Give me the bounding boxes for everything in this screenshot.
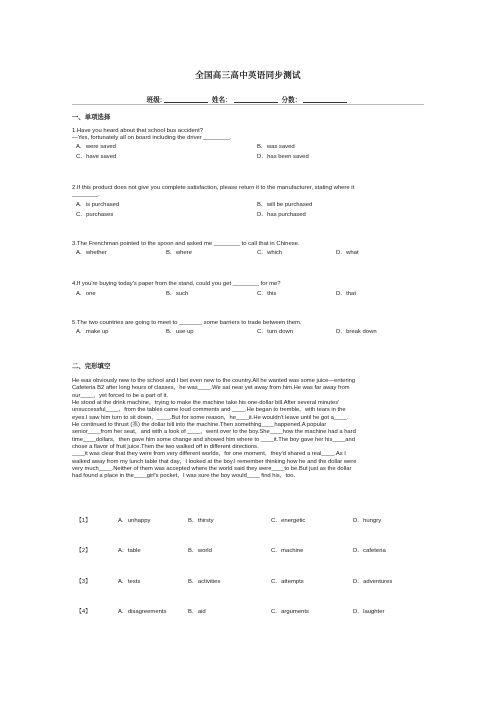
cloze-number: 【4】 — [76, 609, 92, 615]
option-a[interactable]: A．make up — [76, 329, 109, 335]
option-d[interactable]: D．laughter — [353, 609, 385, 615]
student-info-line — [0, 94, 496, 104]
question-line: 3.The Frenchman pointed to the spoon and asked me ________ to call that in Chinese. — [72, 241, 300, 247]
option-d[interactable]: D．adventures — [353, 579, 393, 585]
option-b[interactable]: B．thirsty — [188, 518, 214, 524]
score-blank[interactable] — [303, 96, 347, 103]
option-b[interactable]: B．activities — [188, 579, 221, 585]
option-c[interactable]: C．purchases — [76, 212, 114, 218]
passage-line: unsuccessful____，from the tables came loud comments and ____.He began to tremble，with tears in the — [72, 407, 346, 414]
option-a[interactable]: A．disagreements — [118, 609, 167, 615]
passage-line: very much____.Neither of them was accepted where the world said they were____to be.But just as the dollar — [72, 466, 352, 473]
option-c[interactable]: C．arguments — [271, 609, 309, 615]
cloze-row-4 — [72, 606, 432, 615]
question-stem-4 — [72, 281, 428, 288]
divider — [72, 104, 424, 105]
option-d[interactable]: D．what — [336, 250, 359, 256]
option-b[interactable]: B．aid — [188, 609, 206, 615]
option-a[interactable]: A．tests — [118, 579, 141, 585]
cloze-passage — [72, 378, 430, 481]
option-d[interactable]: D．break down — [336, 329, 377, 335]
option-d[interactable]: D．that — [336, 291, 356, 297]
option-c[interactable]: C．machine — [271, 548, 304, 554]
passage-line: senior____from her seat，and with a look of ____，went over to the boy.She____how the machine had a hard — [72, 429, 356, 436]
option-a[interactable]: A．were saved — [76, 144, 116, 150]
question-line: ________. — [72, 192, 100, 199]
passage-line: eyes.I saw him turn to sit down，____.But for some reason，he____it.He wouldn't leave until he got a____. — [72, 414, 349, 421]
page-title: 全国高三高中英语同步测试 — [195, 70, 301, 80]
option-b[interactable]: B．use up — [166, 329, 194, 335]
name-label: 姓名： — [211, 97, 232, 104]
option-a[interactable]: A．is purchased — [76, 202, 120, 208]
option-b[interactable]: B．will be purchased — [257, 202, 313, 208]
cloze-row-1 — [72, 515, 432, 524]
passage-line: ____it was clear that they were from very different worlds，for one moment，they'd shared a real____.As I — [72, 451, 346, 458]
question-line: 5.The two countries are going to meet to _______ some barriers to trade between them. — [72, 320, 302, 326]
option-d[interactable]: D．hungry — [353, 518, 382, 524]
passage-line: time____dollars，then gave him some change and showed him where to ____it.The boy gave her his____and — [72, 436, 355, 443]
class-blank[interactable] — [164, 96, 208, 103]
option-b[interactable]: B．such — [166, 291, 189, 297]
cloze-number: 【1】 — [76, 518, 92, 524]
passage-line: had found a place in the____girl's pocket，I was sure the boy would____ find his，too. — [72, 473, 296, 480]
passage-line: our____，yet forced to be a part of it. — [72, 392, 169, 399]
option-b[interactable]: B．was saved — [257, 144, 295, 150]
question-stem-5 — [72, 320, 428, 327]
option-a[interactable]: A．one — [76, 291, 96, 297]
cloze-row-2 — [72, 545, 432, 554]
option-b[interactable]: B．where — [166, 250, 192, 256]
question-stem-2 — [72, 185, 428, 200]
option-c[interactable]: C．turn down — [257, 329, 294, 335]
question-stem-3 — [72, 241, 428, 248]
option-b[interactable]: B．world — [188, 548, 212, 554]
section-heading-cloze: 二、完形填空 — [72, 363, 111, 370]
option-c[interactable]: C．this — [257, 291, 277, 297]
passage-line: chose a flavor of fruit juice.Then the two walked off in different directions. — [72, 444, 259, 451]
class-label: 班级: — [146, 97, 163, 104]
option-a[interactable]: A．whether — [76, 250, 107, 256]
option-c[interactable]: C．have saved — [76, 154, 117, 160]
question-line: —Yes, fortunately all on board including the driver ________. — [72, 135, 232, 142]
option-c[interactable]: C．energetic — [271, 518, 306, 524]
score-label: 分数： — [281, 97, 302, 104]
option-c[interactable]: C．attempts — [271, 579, 304, 585]
option-c[interactable]: C．which — [257, 250, 283, 256]
passage-line: He continued to thrust (塞) the dollar bill into the machine.Then something____happened.A popular — [72, 422, 327, 429]
passage-line: He was obviously new to the school and I bet even new to the country.All he wanted was some juice—entering — [72, 378, 356, 384]
option-d[interactable]: D．has purchased — [257, 212, 306, 218]
cloze-row-3 — [72, 576, 432, 585]
option-d[interactable]: D．cafeteria — [353, 548, 386, 554]
section-heading-single-choice: 一、单项选择 — [72, 114, 111, 121]
passage-line: He stood at the drink machine，trying to make the machine take his one-dollar bill.After several minutes' — [72, 400, 340, 407]
cloze-number: 【3】 — [76, 579, 92, 585]
option-a[interactable]: A．table — [118, 548, 141, 554]
cloze-number: 【2】 — [76, 548, 92, 554]
name-blank[interactable] — [234, 96, 278, 103]
question-line: 1.Have you heard about that school bus accident? — [72, 128, 203, 134]
question-line: 4.If you're buying today's paper from the stand, could you get ________ for me? — [72, 281, 281, 287]
passage-line: walked away from my lunch table that day，I looked at the boy.I remember thinking how he and the dollar were — [72, 458, 357, 465]
option-d[interactable]: D．has been saved — [257, 154, 309, 160]
option-a[interactable]: A．unhappy — [118, 518, 151, 524]
question-line: 2.If this product does not give you complete satisfaction, please return it to the manufacturer, stating where it — [72, 185, 355, 191]
question-stem-1 — [72, 128, 428, 143]
passage-line: Cafeteria B2 after long hours of classes，he was____.We sat near yet away from him.He was far away from — [72, 385, 350, 392]
